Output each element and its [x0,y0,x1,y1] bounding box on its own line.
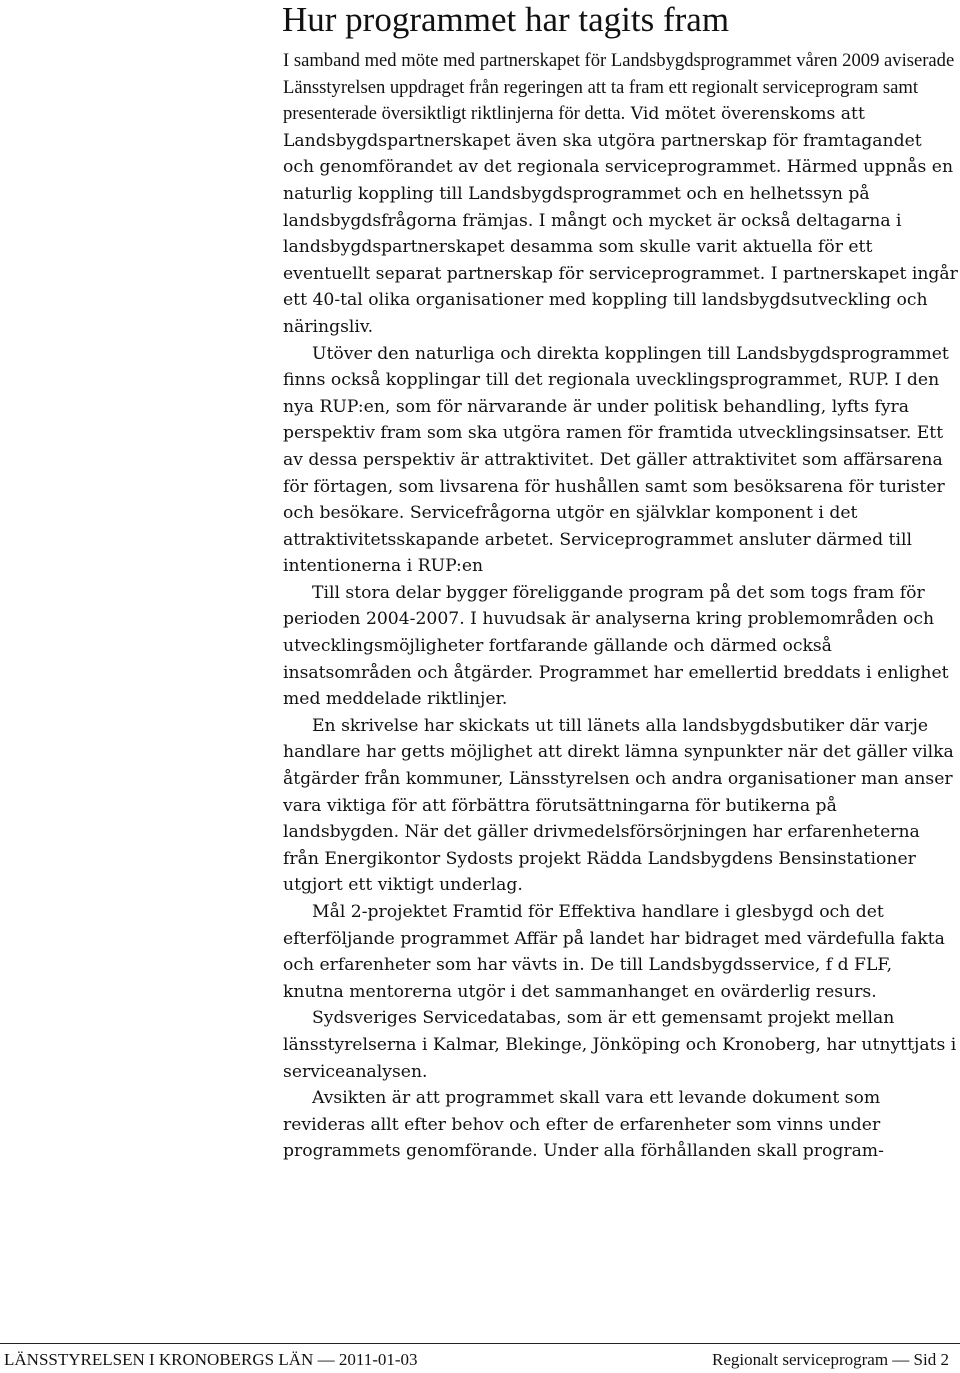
paragraph-1-first-part: I samband med möte med partnerskapet för Landsbygdsprogrammet våren 2009 aviserade Länsstyrelsen uppdraget från regeringen att ta fram ett regionalt serviceprogram samt presenterade översiktligt riktlinjerna för detta. [283,50,955,125]
paragraph-2: Utöver den naturliga och direkta kopplingen till Landsbygdsprogrammet finns också kopplingar till det regionala uvecklingsprogrammet, RUP. I den nya RUP:en, som för närvarande är under politisk behandling, lyfts fyra perspektiv fram som ska utgöra ramen för framtida utvecklingsinsatser. Ett av dessa perspektiv är attraktivitet. Det gäller attraktivitet som affärsarena för förtagen, som livsarena för hushållen samt som besöksarena för turister och besökare. Servicefrågorna utgör en självklar komponent i det attraktivitetsskapande arbetet. Serviceprogrammet ansluter därmed till intentionerna i RUP:en [283,343,949,577]
page-title: Hur programmet har tagits fram [282,0,730,39]
paragraph-5: Mål 2-projektet Framtid för Effektiva handlare i glesbygd och det efterföljande programmet Affär på landet har bidraget med värdefulla fakta och erfarenheter som har vävts in. De till Landsbygdsservice, f d FLF, knutna mentorerna utgör i det sammanhanget en ovärderlig resurs. [283,902,945,1002]
body-text [283,48,958,1165]
paragraph-3: Till stora delar bygger föreliggande program på det som togs fram för perioden 2004-2007. I huvudsak är analyserna kring problemområden och utvecklingsmöjligheter fortfarande gällande och därmed också insatsområden och åtgärder. Programmet har emellertid breddats i enlighet med meddelade riktlinjer. [283,582,949,710]
footer-document-page: Regionalt serviceprogram — Sid 2 [711,1350,949,1369]
footer-divider [0,1343,960,1344]
paragraph-7: Avsikten är att programmet skall vara ett levande dokument som revideras allt efter behov och efter de erfarenheter som vinns under programmets genomförande. Under alla förhållanden skall program- [283,1088,884,1162]
paragraph-4: En skrivelse har skickats ut till länets alla landsbygdsbutiker där varje handlare har getts möjlighet att direkt lämna synpunkter när det gäller vilka åtgärder från kommuner, Länsstyrelsen och andra organisationer man anser vara viktiga för att förbättra förutsättningarna för butikerna på landsbygden. När det gäller drivmedelsförsörjningen har erfarenheterna från Energikontor Sydosts projekt Rädda Landsbygdens Bensinstationer utgjort ett viktigt underlag. [283,715,954,896]
paragraph-1-second-part: Vid mötet överenskoms att Landsbygdspartnerskapet även ska utgöra partnerskap för framtagandet och genomförandet av det regionala serviceprogrammet. Härmed uppnås en naturlig koppling till Landsbygdsprogrammet och en helhetssyn på landsbygdsfrågorna främjas. I mångt och mycket är också deltagarna i landsbygdspartnerskapet desamma som skulle varit aktuella för ett eventuellt separat partnerskap för serviceprogrammet. I partnerskapet ingår ett 40-tal olika organisationer med koppling till landsbygdsutveckling och näringsliv. [283,104,958,337]
paragraph-1 [283,48,958,341]
paragraph-6: Sydsveriges Servicedatabas, som är ett gemensamt projekt mellan länsstyrelserna i Kalmar, Blekinge, Jönköping och Kronoberg, har utnyttjats i serviceanalysen. [283,1008,957,1082]
footer-publisher-date: LÄNSSTYRELSEN I KRONOBERGS LÄN — 2011-01-03 [4,1350,418,1369]
